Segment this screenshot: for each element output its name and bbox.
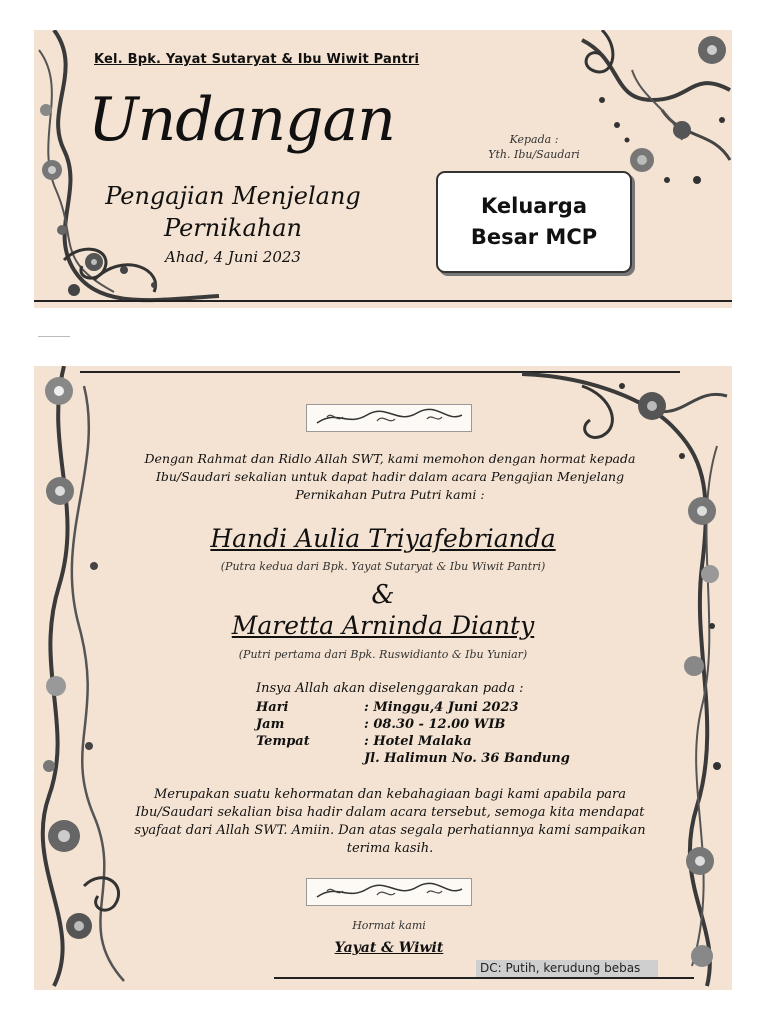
closing-paragraph: Merupakan suatu kehormatan dan kebahagiaan bagi kami apabila para Ibu/Saudari sekalian bisa hadir dalam acara tersebut, semoga kita mendapat syafaat dari Allah SWT. Amiin. Dan atas segala perhatiannya kami sampaikan terima kasih. bbox=[134, 787, 646, 856]
detail-value: Jl. Halimun No. 36 Bandung bbox=[364, 751, 570, 766]
to-salutation: Yth. Ibu/Saudari bbox=[488, 148, 580, 161]
detail-value: : 08.30 - 12.00 WIB bbox=[364, 717, 506, 732]
event-subtitle: Pengajian Menjelang Pernikahan bbox=[105, 182, 361, 242]
regards-label: Hormat kami bbox=[352, 919, 426, 932]
host-family: Kel. Bpk. Yayat Sutaryat & Ibu Wiwit Pantri bbox=[94, 52, 420, 67]
salam-calligraphy-bottom bbox=[306, 878, 472, 906]
bride-parents: (Putri pertama dari Bpk. Ruswidianto & Ibu Yuniar) bbox=[238, 648, 528, 661]
bride-name: Maretta Arninda Dianty bbox=[231, 611, 535, 640]
invitation-title: Undangan bbox=[88, 85, 395, 155]
groom-parents: (Putra kedua dari Bpk. Yayat Sutaryat & Ibu Wiwit Pantri) bbox=[220, 560, 546, 573]
separator-mark bbox=[38, 336, 70, 337]
recipient-label bbox=[474, 132, 594, 162]
detail-label: Hari bbox=[256, 700, 289, 715]
detail-value: : Minggu,4 Juni 2023 bbox=[364, 700, 519, 715]
to-label: Kepada : bbox=[509, 133, 559, 146]
cover-bottom-line bbox=[34, 300, 732, 302]
signature-names: Yayat & Wiwit bbox=[334, 940, 444, 956]
detail-value: : Hotel Malaka bbox=[364, 734, 472, 749]
detail-label: Tempat bbox=[256, 734, 310, 749]
ampersand: & bbox=[371, 580, 395, 610]
detail-label: Jam bbox=[256, 717, 285, 732]
event-intro: Insya Allah akan diselenggarakan pada : bbox=[256, 681, 524, 696]
floral-ornament-left bbox=[34, 30, 224, 308]
dress-code-note: DC: Putih, kerudung bebas bbox=[476, 960, 658, 977]
salam-calligraphy-top bbox=[306, 404, 472, 432]
recipient-name: Keluarga Besar MCP bbox=[470, 194, 598, 249]
recipient-box bbox=[436, 171, 632, 273]
invitation-body bbox=[34, 366, 732, 990]
event-date: Ahad, 4 Juni 2023 bbox=[165, 248, 301, 266]
groom-name: Handi Aulia Triyafebrianda bbox=[210, 524, 556, 553]
intro-paragraph: Dengan Rahmat dan Ridlo Allah SWT, kami memohon dengan hormat kepada Ibu/Saudari sekalian untuk dapat hadir dalam acara Pengajian Menjelang Pernikahan Putra Putri kami : bbox=[144, 451, 636, 502]
invitation-cover bbox=[34, 30, 732, 308]
